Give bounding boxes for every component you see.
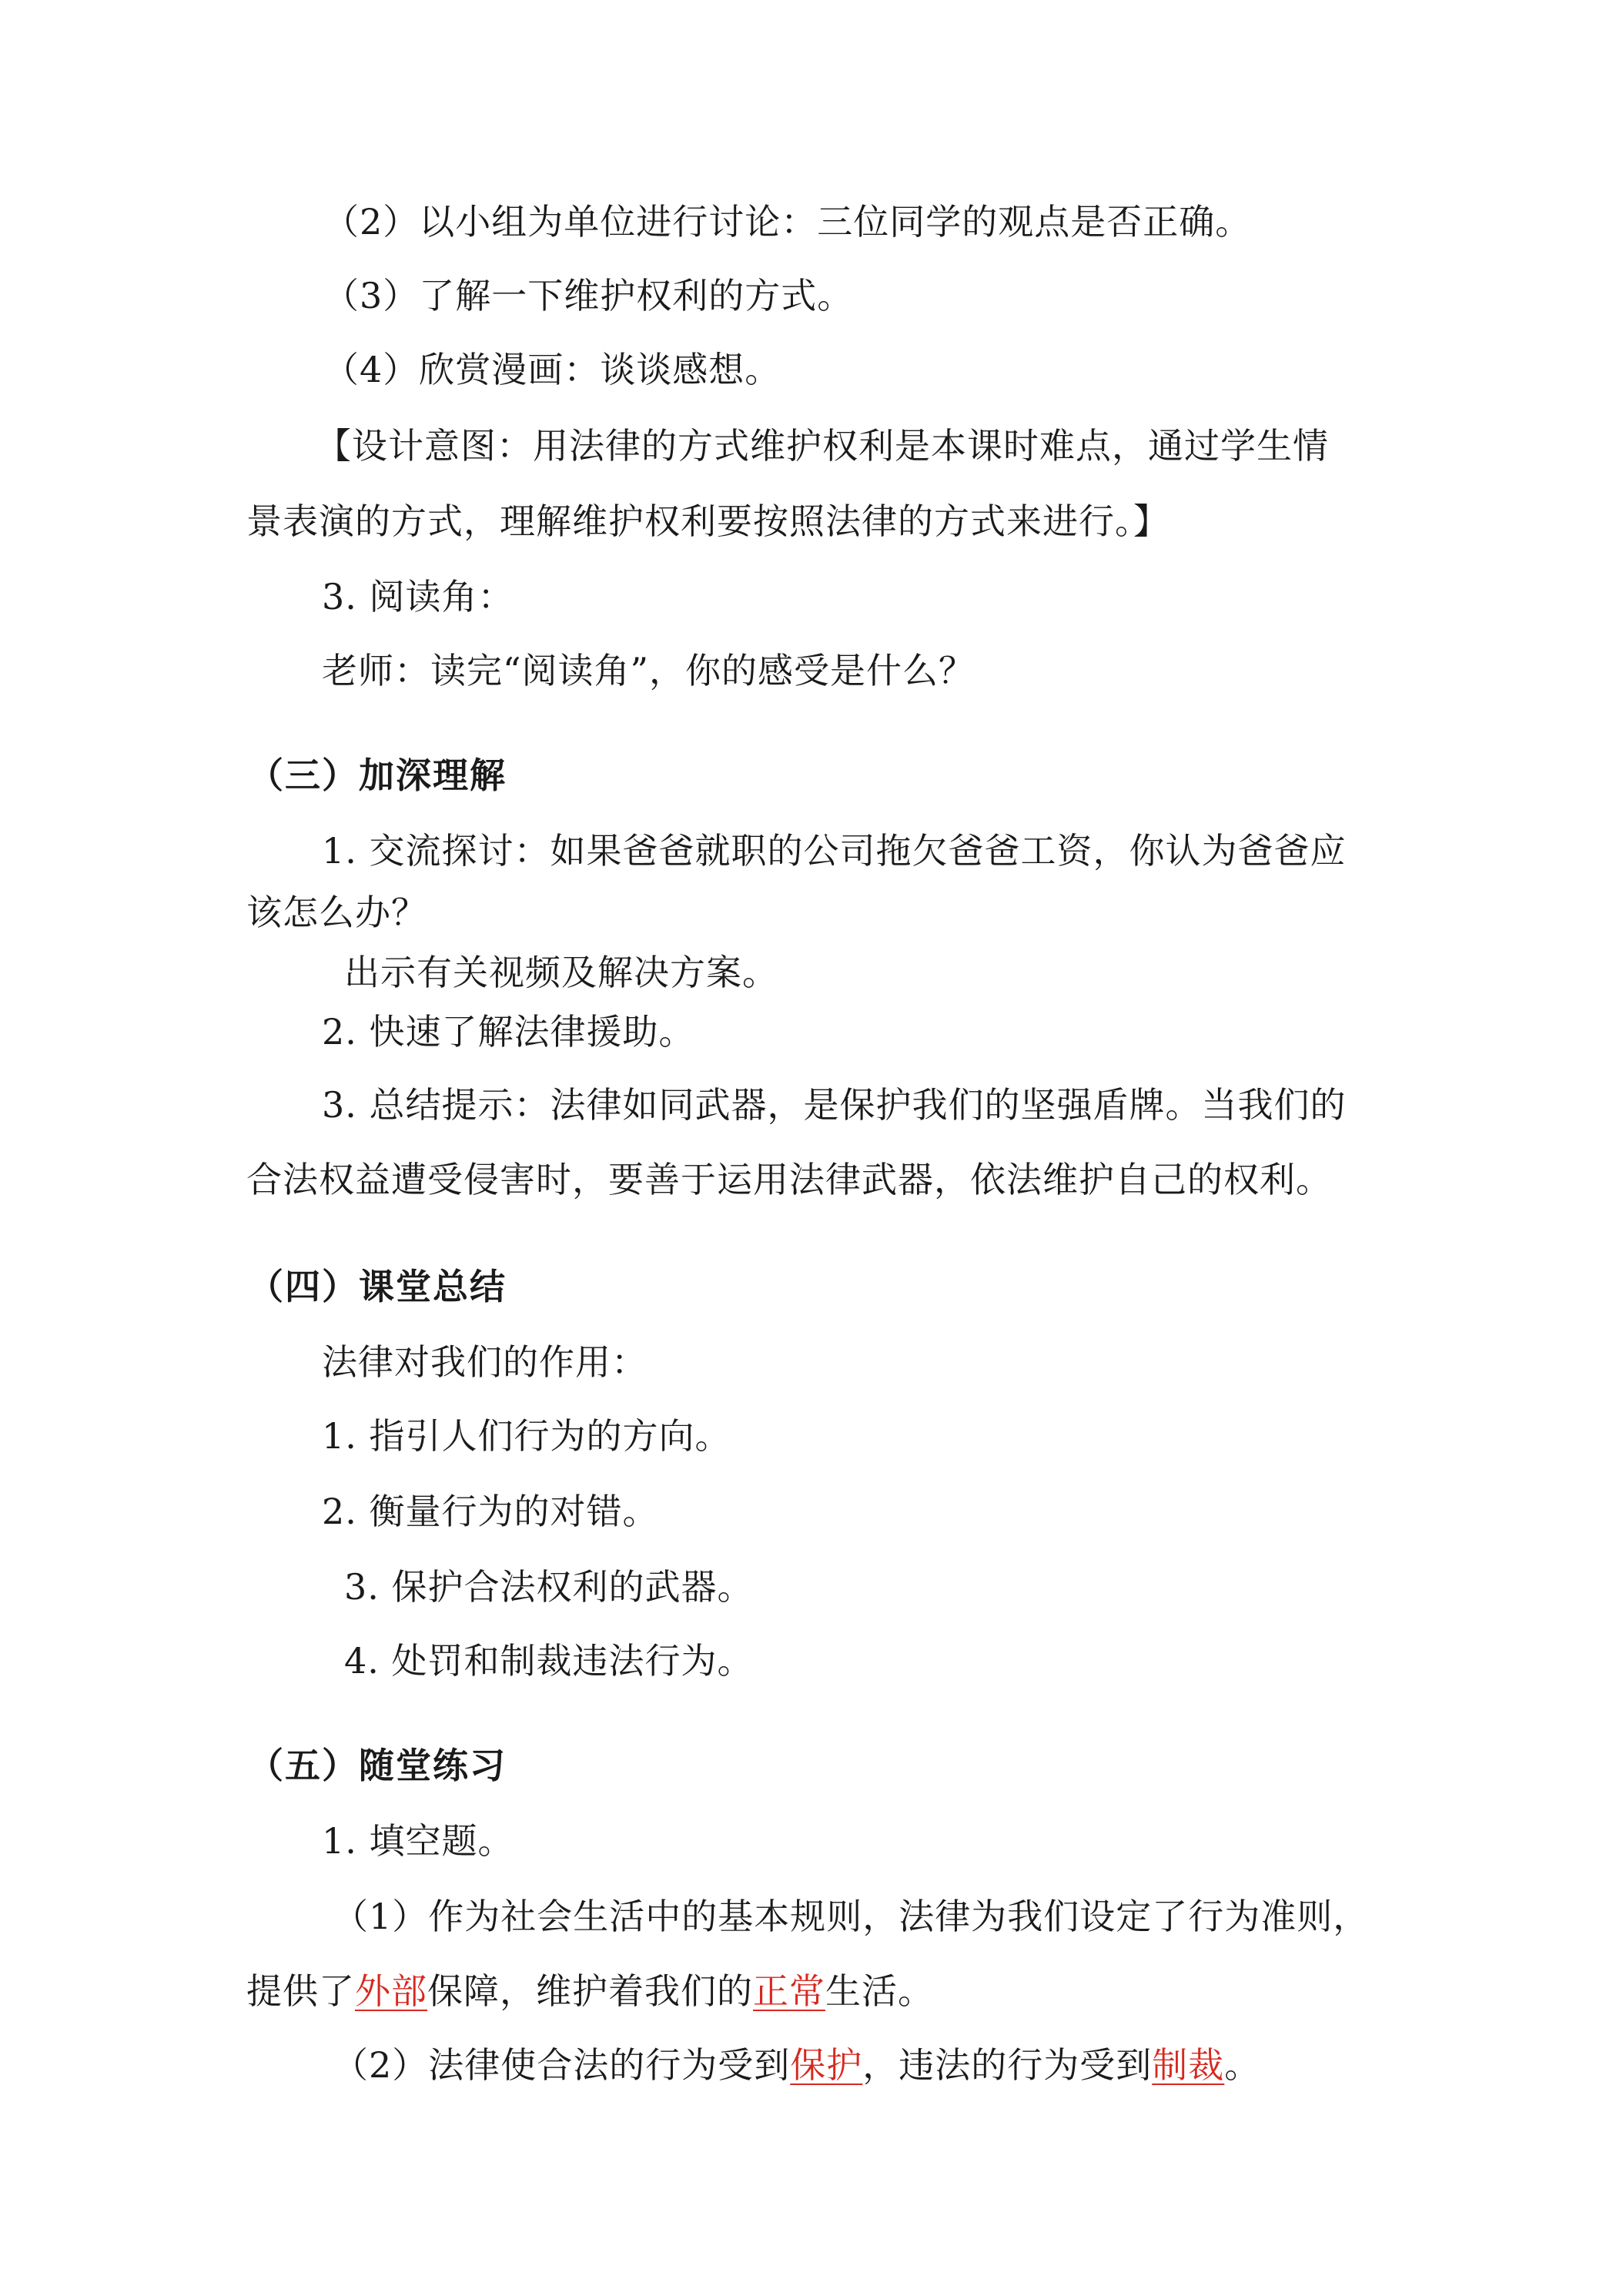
- discussion-topic-line-1: 1. 交流探讨：如果爸爸就职的公司拖欠爸爸工资，你认为爸爸应: [322, 830, 1347, 872]
- discussion-item-2: （2）以小组为单位进行讨论：三位同学的观点是否正确。: [323, 201, 1252, 243]
- summary-tip-line-2: 合法权益遭受侵害时，要善于运用法律武器，依法维护自己的权利。: [246, 1159, 1332, 1200]
- discussion-item-3: （3）了解一下维护权利的方式。: [323, 275, 854, 316]
- answer-sanction: 制裁: [1152, 2044, 1225, 2086]
- q1-text-b: 保障，维护着我们的: [427, 1970, 753, 2012]
- answer-normal: 正常: [753, 1970, 825, 2012]
- fill-blank-q1-line-2: [246, 1968, 934, 2014]
- discussion-item-4: （4）欣赏漫画：谈谈感想。: [323, 349, 781, 390]
- summary-tip-line-1: 3. 总结提示：法律如同武器，是保护我们的坚强盾牌。当我们的: [322, 1084, 1347, 1126]
- fill-blank-q2: [333, 2042, 1260, 2088]
- q2-text-b: ，违法的行为受到: [862, 2044, 1153, 2086]
- fill-blank-q1-line-1: （1）作为社会生活中的基本规则，法律为我们设定了行为准则，: [333, 1896, 1370, 1937]
- answer-external: 外部: [355, 1970, 427, 2012]
- section-heading-5: （五）随堂练习: [248, 1745, 507, 1786]
- section-heading-3: （三）加深理解: [248, 755, 507, 796]
- fill-blank-title: 1. 填空题。: [322, 1820, 514, 1862]
- q2-text-c: 。: [1224, 2044, 1261, 2086]
- law-function-intro: 法律对我们的作用：: [322, 1341, 648, 1383]
- section-heading-4: （四）课堂总结: [248, 1266, 507, 1307]
- reading-corner-label: 3. 阅读角：: [322, 576, 514, 618]
- law-function-4: 4. 处罚和制裁违法行为。: [344, 1640, 754, 1682]
- law-function-2: 2. 衡量行为的对错。: [322, 1491, 659, 1532]
- answer-protection: 保护: [790, 2044, 863, 2086]
- q2-text-a: （2）法律使合法的行为受到: [333, 2044, 791, 2086]
- teacher-question: 老师：读完“阅读角”，你的感受是什么？: [322, 650, 975, 691]
- q1-text-a: 提供了: [246, 1970, 355, 2012]
- legal-aid-line: 2. 快速了解法律援助。: [322, 1011, 695, 1053]
- law-function-3: 3. 保护合法权利的武器。: [344, 1566, 754, 1608]
- discussion-topic-line-2: 该怎么办？: [246, 892, 427, 933]
- law-function-1: 1. 指引人们行为的方向。: [322, 1415, 731, 1457]
- q1-text-c: 生活。: [825, 1970, 934, 2012]
- design-intent-line-1: 【设计意图：用法律的方式维护权利是本课时难点，通过学生情: [316, 425, 1329, 467]
- design-intent-line-2: 景表演的方式，理解维护权利要按照法律的方式来进行。】: [246, 500, 1170, 542]
- video-solution-line: 出示有关视频及解决方案。: [344, 952, 778, 993]
